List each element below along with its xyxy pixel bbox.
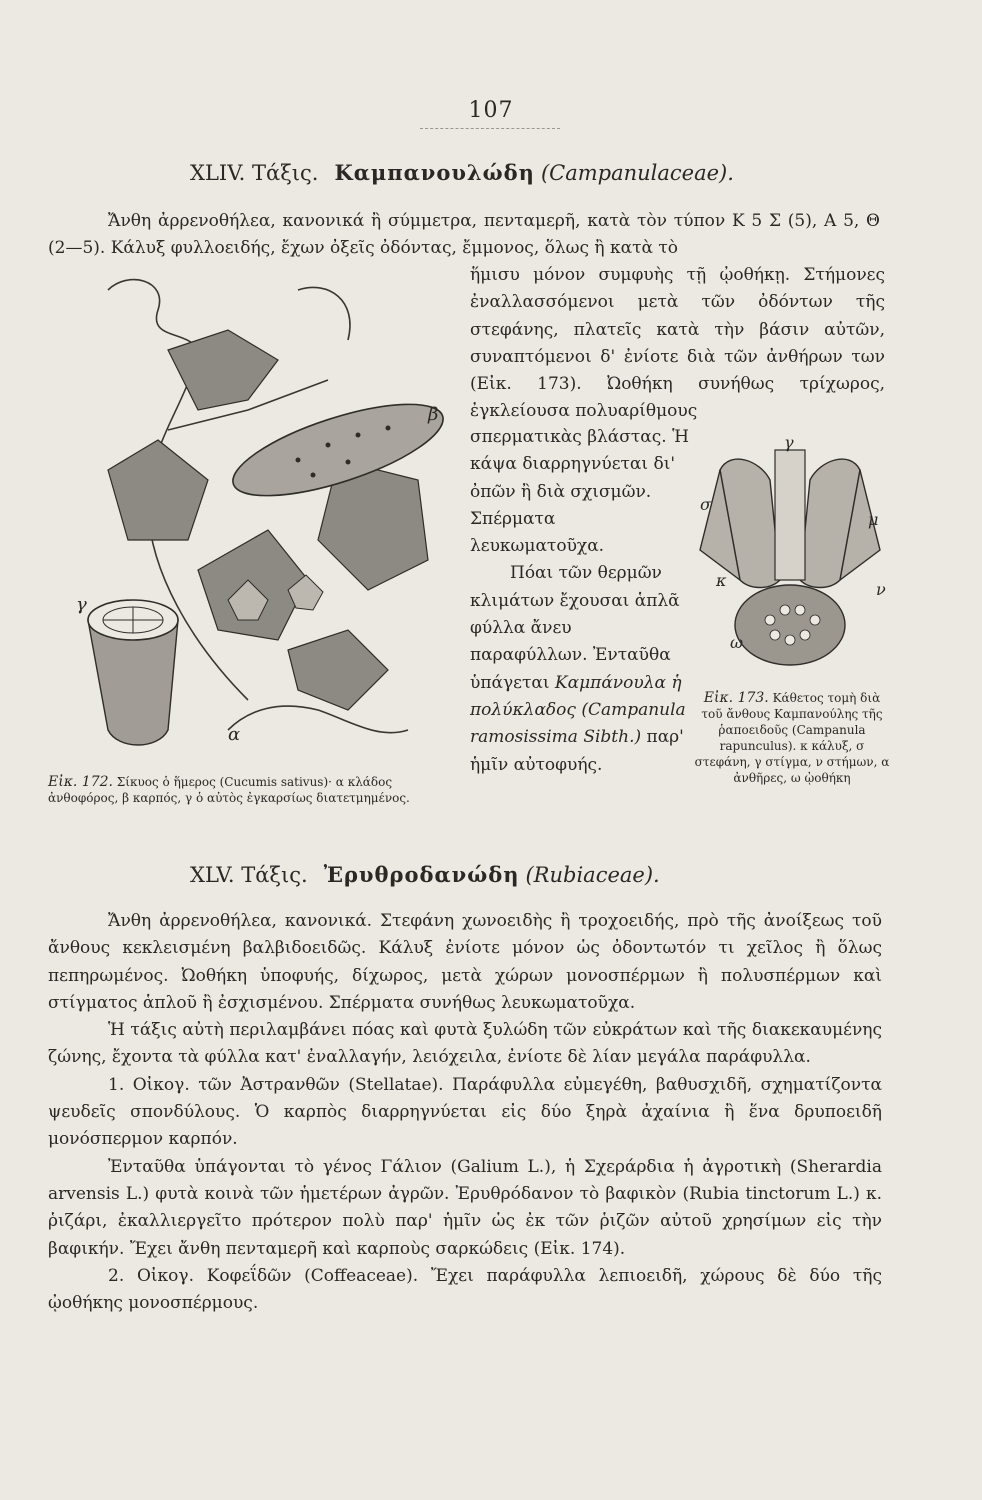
section-number: XLV. Τάξις.: [190, 863, 308, 887]
section-greek-name: Καμπανουλώδη: [334, 160, 535, 185]
rubiaceae-para-1: Ἄνθη ἀρρενοθήλεα, κανονικά. Στεφάνη χωνοειδὴς ἢ τροχοειδής, πρὸ τῆς ἀνοίξεως τοῦ ἄνθους κεκλεισμένη βαλβιδοειδῶς. Κάλυξ ἐνίοτε μόνον ὡς ὀδοντωτόν τι χεῖλος ἢ ὅλως πεπηρωμένος. Ὠοθήκη ὑποφυής, δίχωρος, μετὰ χώρων μονοσπέρμων ἢ πολυσπέρμων καὶ στίγματος ἁπλοῦ ἢ ἐσχισμένου. Σπέρματα συνήθως λευκωματοῦχα.: [48, 911, 882, 1013]
seed-text: σπερματικὰς βλάστας. Ἡ κάψα διαρρηγνύεται δι' ὀπῶν ἢ διὰ σχισμῶν. Σπέρματα λευκωματοῦχα.: [470, 427, 689, 557]
habitat-text: Πόαι τῶν θερμῶν κλιμάτων ἔχουσαι ἁπλᾶ φύλλα ἄνευ παραφύλλων. Ἐνταῦθα ὑπάγεται Καμπάνουλα ἡ πολύκλαδος (Campanula ramosissima Sibth.) παρ' ἡμῖν αὐτοφυής.: [470, 563, 686, 775]
section-heading-campanulaceae: [190, 160, 734, 185]
page-number: 107: [468, 98, 514, 123]
section-greek-name: Ἐρυθροδανώδη: [323, 862, 520, 887]
campanulaceae-narrow-column: [470, 424, 690, 779]
ovary: [735, 585, 845, 665]
figure-172-caption: Εἰκ. 172. Σίκυος ὁ ἥμερος (Cucumis sativus)· α κλάδος ἀνθοφόρος, β καρπός, γ ὁ αὐτὸς ἐγκαρσίως διατετμημένος.: [48, 774, 410, 805]
label-m: μ: [868, 510, 879, 529]
label-b: β: [428, 404, 439, 425]
rubiaceae-para-3: 1. Οἰκογ. τῶν Ἀστρανθῶν (Stellatae). Παράφυλλα εὐμεγέθη, βαθυσχιδῆ, σχηματίζοντα ψευδεῖς σπονδύλους. Ὁ καρπὸς διαρρηγνύεται εἰς δύο ξηρὰ ἀχαίνια ἢ ἕνα δρυποειδῆ μονόσπερμον καρπόν.: [48, 1074, 882, 1150]
page-number-rule: [420, 128, 560, 129]
section-latin-name: (Campanulaceae).: [540, 161, 734, 185]
section-number: XLIV. Τάξις.: [190, 161, 319, 185]
campanulaceae-column-text: ἥμισυ μόνον συμφυὴς τῇ ᾠοθήκῃ. Στήμονες ἐναλλασσόμενοι μετὰ τῶν ὀδόντων τῆς στεφάνης, πλατεῖς κατὰ τὴν βάσιν αὐτῶν, συναπτόμενοι δ' ἐνίοτε διὰ τῶν ἀνθήρων των (Εἰκ. 173). Ὠοθήκη συνήθως τρίχωρος, ἐγκλείουσα πολυαρίθμους: [470, 265, 885, 422]
style-column: [775, 450, 805, 580]
cucumber-cross-section: [88, 600, 178, 745]
label-v: ν: [876, 580, 886, 599]
label-c: γ: [76, 594, 87, 615]
rubiaceae-para-5: 2. Οἰκογ. Κοφεΐδῶν (Coffeaceae). Ἔχει παράφυλλα λεπιοειδῆ, χώρους δὲ δύο τῆς ᾠοθήκης μονοσπέρμους.: [48, 1265, 882, 1314]
label-g: γ: [784, 433, 794, 452]
figure-173-caption: Εἰκ. 173. Κάθετος τομὴ διὰ τοῦ ἄνθους Καμπανούλης τῆς ῥαποειδοῦς (Campanula rapunculus). κ κάλυξ, σ στεφάνη, γ στίγμα, ν στήμων, α ἀνθῆρες, ω ᾠοθήκη: [694, 690, 890, 785]
label-s: σ: [700, 495, 711, 514]
campanulaceae-intro-paragraph: Ἄνθη ἀρρενοθήλεα, κανονικά ἢ σύμμετρα, πενταμερῆ, κατὰ τὸν τύπον Κ 5 Σ (5), Α 5, Θ (2—5). Κάλυξ φυλλοειδής, ἔχων ὀξεῖς ὀδόντας, ἔμμονος, ὅλως ἢ κατὰ τὸ: [48, 211, 880, 259]
rubiaceae-para-4: Ἐνταῦθα ὑπάγονται τὸ γένος Γάλιον (Galium L.), ἡ Σχεράρδια ἡ ἀγροτικὴ (Sherardia arvensis L.) φυτὰ κοινὰ τῶν ἡμετέρων ἀγρῶν. Ἐρυθρόδανον τὸ βαφικὸν (Rubia tinctorum L.) κ. ῥιζάρι, ἐκαλλιεργεῖτο πρότερον πολὺ παρ' ἡμῖν ὡς ἐκ τῶν ῥιζῶν αὐτοῦ χρησίμων εἰς τὴν βαφικήν. Ἔχει ἄνθη πενταμερῆ καὶ καρποὺς σαρκώδεις (Εἰκ. 174).: [48, 1156, 882, 1259]
rubiaceae-para-2: Ἡ τάξις αὐτὴ περιλαμβάνει πόας καὶ φυτὰ ξυλώδη τῶν εὐκράτων καὶ τῆς διακεκαυμένης ζώνης, ἔχοντα τὰ φύλλα κατ' ἐναλλαγήν, λειόχειλα, ἐνίοτε δὲ λίαν μεγάλα παράφυλλα.: [48, 1020, 882, 1068]
label-o: ω: [730, 633, 744, 652]
section-latin-name: (Rubiaceae).: [525, 863, 660, 887]
campanula-section-illustration: [690, 430, 890, 680]
rubiaceae-body: [48, 908, 882, 1317]
cucumber-illustration: [48, 270, 448, 770]
campanula-ramosissima: Καμπάνουλα ἡ πολύκλαδος (Campanula ramosissima Sibth.): [470, 672, 686, 748]
section-heading-rubiaceae: [190, 862, 660, 887]
label-k: κ: [716, 571, 727, 590]
label-a: α: [228, 724, 241, 745]
